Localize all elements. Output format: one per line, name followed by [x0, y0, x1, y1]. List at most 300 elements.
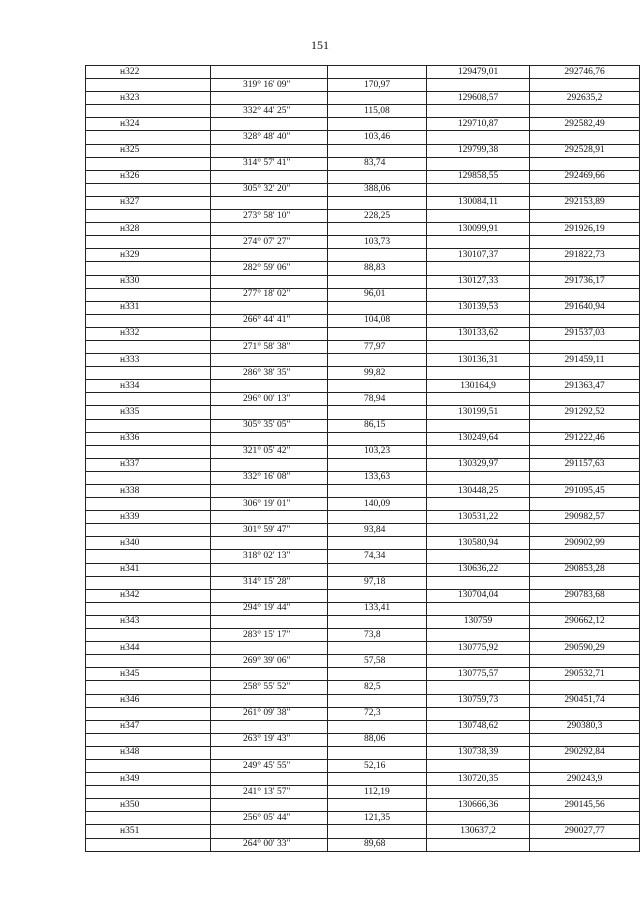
empty-cell	[328, 354, 427, 367]
y-coordinate-cell: 291363,47	[530, 380, 640, 393]
segment-row	[86, 498, 640, 511]
empty-cell	[530, 681, 640, 694]
x-coordinate-cell: 130136,31	[427, 354, 530, 367]
direction-angle-cell	[211, 498, 328, 511]
point-name-cell: н345	[86, 668, 211, 681]
point-name-cell: н337	[86, 458, 211, 471]
empty-cell	[328, 485, 427, 498]
segment-length-cell	[328, 733, 427, 746]
point-name-cell: н334	[86, 380, 211, 393]
empty-cell	[328, 275, 427, 288]
empty-cell	[211, 118, 328, 131]
direction-angle-cell	[211, 79, 328, 92]
segment-length-value: 86,15	[364, 420, 386, 431]
empty-cell	[530, 812, 640, 825]
point-row	[86, 275, 640, 288]
segment-length-value: 170,97	[364, 79, 391, 90]
empty-cell	[328, 668, 427, 681]
y-coordinate-cell: 291459,11	[530, 354, 640, 367]
segment-length-cell	[328, 262, 427, 275]
direction-angle-cell	[211, 707, 328, 720]
segment-row	[86, 210, 640, 223]
point-name-cell: н339	[86, 511, 211, 524]
direction-angle-cell	[211, 655, 328, 668]
x-coordinate-cell: 130704,04	[427, 589, 530, 602]
segment-length-value: 74,34	[364, 551, 386, 562]
direction-angle-cell	[211, 340, 328, 353]
point-name-cell: н329	[86, 249, 211, 262]
segment-length-cell	[328, 498, 427, 511]
segment-length-value: 228,25	[364, 210, 391, 221]
segment-length-cell	[328, 210, 427, 223]
empty-cell	[211, 354, 328, 367]
direction-angle-cell	[211, 471, 328, 484]
empty-cell	[427, 236, 530, 249]
point-row	[86, 380, 640, 393]
empty-cell	[86, 838, 211, 851]
empty-cell	[86, 681, 211, 694]
empty-cell	[211, 563, 328, 576]
empty-cell	[211, 196, 328, 209]
point-row	[86, 249, 640, 262]
x-coordinate-cell: 130448,25	[427, 485, 530, 498]
empty-cell	[211, 275, 328, 288]
point-row	[86, 537, 640, 550]
empty-cell	[328, 511, 427, 524]
direction-angle-cell	[211, 576, 328, 589]
empty-cell	[211, 825, 328, 838]
segment-length-cell	[328, 655, 427, 668]
segment-row	[86, 550, 640, 563]
direction-angle-value: 314° 15' 28"	[243, 577, 291, 588]
segment-length-cell	[328, 236, 427, 249]
empty-cell	[328, 144, 427, 157]
empty-cell	[427, 838, 530, 851]
empty-cell	[328, 66, 427, 79]
direction-angle-cell	[211, 393, 328, 406]
segment-row	[86, 471, 640, 484]
direction-angle-value: 305° 35' 05"	[243, 420, 291, 431]
segment-length-value: 97,18	[364, 577, 386, 588]
segment-length-cell	[328, 157, 427, 170]
segment-length-cell	[328, 576, 427, 589]
empty-cell	[530, 210, 640, 223]
empty-cell	[86, 393, 211, 406]
segment-length-cell	[328, 602, 427, 615]
empty-cell	[211, 249, 328, 262]
x-coordinate-cell: 130531,22	[427, 511, 530, 524]
segment-length-value: 88,83	[364, 262, 386, 273]
point-row	[86, 327, 640, 340]
segment-length-cell	[328, 838, 427, 851]
segment-length-value: 96,01	[364, 289, 386, 300]
empty-cell	[530, 314, 640, 327]
direction-angle-cell	[211, 157, 328, 170]
direction-angle-value: 301° 59' 47"	[243, 524, 291, 535]
x-coordinate-cell: 130720,35	[427, 773, 530, 786]
point-name-cell: н327	[86, 196, 211, 209]
direction-angle-cell	[211, 733, 328, 746]
y-coordinate-cell: 291736,17	[530, 275, 640, 288]
empty-cell	[530, 498, 640, 511]
empty-cell	[530, 288, 640, 301]
empty-cell	[86, 602, 211, 615]
empty-cell	[427, 471, 530, 484]
segment-length-cell	[328, 393, 427, 406]
y-coordinate-cell: 290027,77	[530, 825, 640, 838]
segment-row	[86, 183, 640, 196]
y-coordinate-cell: 291095,45	[530, 485, 640, 498]
segment-length-value: 83,74	[364, 158, 386, 169]
direction-angle-value: 271° 58' 38"	[243, 341, 291, 352]
direction-angle-cell	[211, 262, 328, 275]
direction-angle-cell	[211, 602, 328, 615]
empty-cell	[328, 249, 427, 262]
point-name-cell: н326	[86, 170, 211, 183]
point-row	[86, 799, 640, 812]
point-row	[86, 825, 640, 838]
direction-angle-cell	[211, 314, 328, 327]
segment-length-value: 88,06	[364, 734, 386, 745]
direction-angle-cell	[211, 105, 328, 118]
segment-length-cell	[328, 707, 427, 720]
y-coordinate-cell: 290982,57	[530, 511, 640, 524]
direction-angle-value: 282° 59' 06"	[243, 262, 291, 273]
coordinates-table	[85, 65, 640, 852]
x-coordinate-cell: 130580,94	[427, 537, 530, 550]
empty-cell	[86, 550, 211, 563]
empty-cell	[328, 432, 427, 445]
empty-cell	[86, 105, 211, 118]
point-row	[86, 144, 640, 157]
empty-cell	[328, 799, 427, 812]
empty-cell	[86, 183, 211, 196]
empty-cell	[427, 812, 530, 825]
segment-length-value: 103,73	[364, 236, 391, 247]
direction-angle-value: 332° 44' 25"	[243, 105, 291, 116]
empty-cell	[530, 629, 640, 642]
point-name-cell: н322	[86, 66, 211, 79]
empty-cell	[427, 498, 530, 511]
empty-cell	[328, 327, 427, 340]
segment-row	[86, 340, 640, 353]
point-row	[86, 668, 640, 681]
point-name-cell: н340	[86, 537, 211, 550]
direction-angle-cell	[211, 445, 328, 458]
point-name-cell: н333	[86, 354, 211, 367]
empty-cell	[86, 812, 211, 825]
segment-length-value: 103,46	[364, 132, 391, 143]
point-row	[86, 354, 640, 367]
point-name-cell: н346	[86, 694, 211, 707]
y-coordinate-cell: 290902,99	[530, 537, 640, 550]
page-number: 151	[311, 38, 329, 52]
empty-cell	[328, 380, 427, 393]
direction-angle-value: 314° 57' 41"	[243, 158, 291, 169]
segment-length-cell	[328, 131, 427, 144]
y-coordinate-cell: 291640,94	[530, 301, 640, 314]
segment-length-value: 140,09	[364, 498, 391, 509]
empty-cell	[530, 602, 640, 615]
point-row	[86, 458, 640, 471]
empty-cell	[86, 157, 211, 170]
empty-cell	[427, 314, 530, 327]
y-coordinate-cell: 292746,76	[530, 66, 640, 79]
segment-row	[86, 812, 640, 825]
direction-angle-cell	[211, 183, 328, 196]
empty-cell	[328, 196, 427, 209]
segment-length-cell	[328, 419, 427, 432]
direction-angle-value: 283° 15' 17"	[243, 629, 291, 640]
direction-angle-value: 256° 05' 44"	[243, 812, 291, 823]
empty-cell	[530, 445, 640, 458]
empty-cell	[427, 262, 530, 275]
x-coordinate-cell: 130637,2	[427, 825, 530, 838]
x-coordinate-cell: 130139,53	[427, 301, 530, 314]
segment-length-cell	[328, 183, 427, 196]
point-row	[86, 66, 640, 79]
point-name-cell: н336	[86, 432, 211, 445]
empty-cell	[427, 288, 530, 301]
direction-angle-cell	[211, 131, 328, 144]
direction-angle-value: 241° 13' 57"	[243, 786, 291, 797]
empty-cell	[328, 406, 427, 419]
direction-angle-value: 296° 00' 13"	[243, 393, 291, 404]
point-row	[86, 485, 640, 498]
point-name-cell: н338	[86, 485, 211, 498]
point-name-cell: н350	[86, 799, 211, 812]
empty-cell	[328, 615, 427, 628]
segment-length-value: 388,06	[364, 184, 391, 195]
segment-row	[86, 786, 640, 799]
empty-cell	[328, 746, 427, 759]
empty-cell	[530, 340, 640, 353]
empty-cell	[530, 131, 640, 144]
x-coordinate-cell: 130666,36	[427, 799, 530, 812]
y-coordinate-cell: 291222,46	[530, 432, 640, 445]
empty-cell	[530, 262, 640, 275]
empty-cell	[427, 367, 530, 380]
empty-cell	[530, 105, 640, 118]
direction-angle-value: 269° 39' 06"	[243, 655, 291, 666]
empty-cell	[86, 498, 211, 511]
point-name-cell: н330	[86, 275, 211, 288]
segment-length-cell	[328, 759, 427, 772]
segment-length-cell	[328, 367, 427, 380]
empty-cell	[211, 485, 328, 498]
empty-cell	[328, 694, 427, 707]
direction-angle-value: 261° 09' 38"	[243, 708, 291, 719]
empty-cell	[530, 183, 640, 196]
empty-cell	[530, 524, 640, 537]
segment-row	[86, 314, 640, 327]
y-coordinate-cell: 290380,3	[530, 720, 640, 733]
empty-cell	[86, 707, 211, 720]
empty-cell	[86, 655, 211, 668]
x-coordinate-cell: 129858,55	[427, 170, 530, 183]
point-name-cell: н343	[86, 615, 211, 628]
segment-row	[86, 681, 640, 694]
direction-angle-value: 266° 44' 41"	[243, 315, 291, 326]
direction-angle-value: 305° 32' 20"	[243, 184, 291, 195]
segment-length-value: 73,8	[364, 629, 381, 640]
direction-angle-value: 286° 38' 35"	[243, 367, 291, 378]
empty-cell	[86, 288, 211, 301]
point-name-cell: н323	[86, 92, 211, 105]
empty-cell	[427, 210, 530, 223]
point-row	[86, 589, 640, 602]
segment-row	[86, 629, 640, 642]
empty-cell	[211, 327, 328, 340]
x-coordinate-cell: 129799,38	[427, 144, 530, 157]
empty-cell	[530, 157, 640, 170]
empty-cell	[427, 105, 530, 118]
segment-row	[86, 105, 640, 118]
segment-length-value: 104,08	[364, 315, 391, 326]
direction-angle-cell	[211, 367, 328, 380]
segment-length-value: 57,58	[364, 655, 386, 666]
y-coordinate-cell: 292153,89	[530, 196, 640, 209]
segment-row	[86, 79, 640, 92]
direction-angle-cell	[211, 786, 328, 799]
direction-angle-cell	[211, 236, 328, 249]
y-coordinate-cell: 290853,28	[530, 563, 640, 576]
direction-angle-value: 273° 58' 10"	[243, 210, 291, 221]
y-coordinate-cell: 290292,84	[530, 746, 640, 759]
y-coordinate-cell: 292582,49	[530, 118, 640, 131]
direction-angle-value: 263° 19' 43"	[243, 734, 291, 745]
empty-cell	[211, 144, 328, 157]
y-coordinate-cell: 290145,56	[530, 799, 640, 812]
point-row	[86, 563, 640, 576]
empty-cell	[328, 118, 427, 131]
direction-angle-value: 321° 05' 42"	[243, 446, 291, 457]
empty-cell	[86, 262, 211, 275]
x-coordinate-cell: 130107,37	[427, 249, 530, 262]
point-row	[86, 92, 640, 105]
y-coordinate-cell: 291157,63	[530, 458, 640, 471]
empty-cell	[427, 786, 530, 799]
segment-length-value: 115,08	[364, 105, 390, 116]
empty-cell	[427, 419, 530, 432]
empty-cell	[211, 301, 328, 314]
segment-length-cell	[328, 681, 427, 694]
point-name-cell: н335	[86, 406, 211, 419]
x-coordinate-cell: 130759,73	[427, 694, 530, 707]
point-row	[86, 196, 640, 209]
empty-cell	[427, 131, 530, 144]
direction-angle-value: 318° 02' 13"	[243, 551, 291, 562]
point-row	[86, 406, 640, 419]
x-coordinate-cell: 129608,57	[427, 92, 530, 105]
empty-cell	[86, 471, 211, 484]
empty-cell	[211, 720, 328, 733]
empty-cell	[427, 445, 530, 458]
segment-length-cell	[328, 340, 427, 353]
point-name-cell: н324	[86, 118, 211, 131]
direction-angle-cell	[211, 759, 328, 772]
direction-angle-value: 277° 18' 02"	[243, 289, 291, 300]
y-coordinate-cell: 292528,91	[530, 144, 640, 157]
empty-cell	[530, 655, 640, 668]
segment-row	[86, 655, 640, 668]
segment-length-cell	[328, 524, 427, 537]
x-coordinate-cell: 130759	[427, 615, 530, 628]
direction-angle-value: 328° 48' 40"	[243, 132, 291, 143]
segment-length-cell	[328, 550, 427, 563]
segment-length-value: 133,41	[364, 603, 391, 614]
y-coordinate-cell: 291292,52	[530, 406, 640, 419]
empty-cell	[211, 406, 328, 419]
point-row	[86, 720, 640, 733]
direction-angle-value: 332° 16' 08"	[243, 472, 291, 483]
empty-cell	[530, 786, 640, 799]
y-coordinate-cell: 291926,19	[530, 223, 640, 236]
segment-row	[86, 445, 640, 458]
coordinates-table-body	[86, 66, 640, 852]
empty-cell	[328, 92, 427, 105]
point-name-cell: н325	[86, 144, 211, 157]
empty-cell	[427, 655, 530, 668]
segment-row	[86, 759, 640, 772]
empty-cell	[530, 236, 640, 249]
empty-cell	[530, 838, 640, 851]
empty-cell	[328, 301, 427, 314]
direction-angle-value: 274° 07' 27"	[243, 236, 291, 247]
segment-length-value: 99,82	[364, 367, 386, 378]
empty-cell	[211, 66, 328, 79]
point-name-cell: н349	[86, 773, 211, 786]
segment-length-cell	[328, 105, 427, 118]
y-coordinate-cell: 290590,29	[530, 642, 640, 655]
empty-cell	[530, 471, 640, 484]
empty-cell	[211, 380, 328, 393]
y-coordinate-cell: 290451,74	[530, 694, 640, 707]
empty-cell	[211, 170, 328, 183]
y-coordinate-cell: 290532,71	[530, 668, 640, 681]
empty-cell	[328, 223, 427, 236]
empty-cell	[530, 419, 640, 432]
segment-length-cell	[328, 79, 427, 92]
point-row	[86, 746, 640, 759]
segment-length-cell	[328, 629, 427, 642]
empty-cell	[211, 773, 328, 786]
point-name-cell: н331	[86, 301, 211, 314]
empty-cell	[211, 668, 328, 681]
point-row	[86, 511, 640, 524]
empty-cell	[211, 694, 328, 707]
empty-cell	[427, 602, 530, 615]
x-coordinate-cell: 130084,11	[427, 196, 530, 209]
empty-cell	[86, 79, 211, 92]
segment-length-value: 133,63	[364, 472, 391, 483]
x-coordinate-cell: 129710,87	[427, 118, 530, 131]
empty-cell	[530, 79, 640, 92]
y-coordinate-cell: 291537,03	[530, 327, 640, 340]
empty-cell	[530, 707, 640, 720]
point-name-cell: н328	[86, 223, 211, 236]
x-coordinate-cell: 130164,9	[427, 380, 530, 393]
x-coordinate-cell: 130775,92	[427, 642, 530, 655]
segment-row	[86, 602, 640, 615]
segment-row	[86, 393, 640, 406]
y-coordinate-cell: 290243,9	[530, 773, 640, 786]
x-coordinate-cell: 130738,39	[427, 746, 530, 759]
segment-length-value: 82,5	[364, 681, 381, 692]
empty-cell	[86, 576, 211, 589]
segment-row	[86, 367, 640, 380]
empty-cell	[86, 524, 211, 537]
